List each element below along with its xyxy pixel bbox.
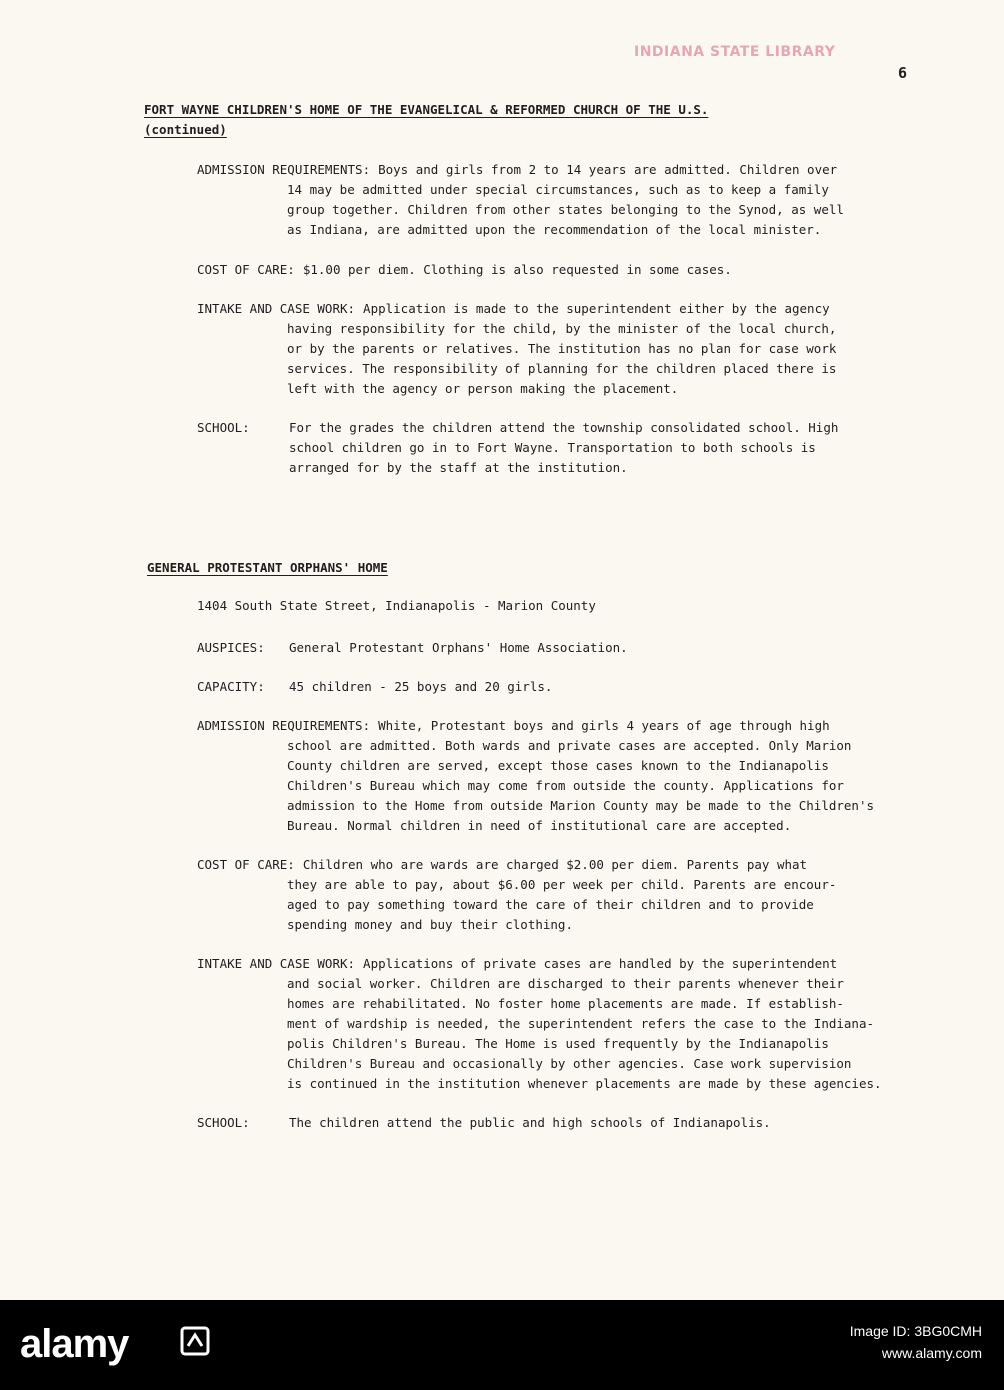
text-line: For the grades the children attend the township consolidated school. High	[289, 420, 839, 435]
admission-continuation	[287, 736, 947, 836]
text-line: and social worker. Children are discharged to their parents whenever their	[287, 976, 844, 991]
text-line: group together. Children from other states belonging to the Synod, as well	[287, 202, 844, 217]
text-line: school children go in to Fort Wayne. Transportation to both schools is	[289, 440, 816, 455]
text-line: Bureau. Normal children in need of institutional care are accepted.	[287, 818, 792, 833]
section1-admission	[197, 160, 947, 240]
text-line: as Indiana, are admitted upon the recommendation of the local minister.	[287, 222, 822, 237]
section2-admission	[197, 716, 947, 836]
site-url: www.alamy.com	[881, 1345, 982, 1361]
admission-continuation	[287, 180, 947, 240]
intake-continuation	[287, 319, 947, 399]
cost-text: $1.00 per diem. Clothing is also requested in some cases.	[302, 262, 732, 277]
watermark-footer	[0, 1300, 1004, 1390]
text-line: having responsibility for the child, by the minister of the local church,	[287, 321, 837, 336]
school-label: SCHOOL:	[197, 420, 250, 435]
cost-label: COST OF CARE:	[197, 857, 295, 872]
section2-title	[147, 558, 388, 578]
section2-auspices	[197, 638, 947, 658]
admission-label: ADMISSION REQUIREMENTS:	[197, 718, 371, 733]
school-label: SCHOOL:	[197, 1115, 250, 1130]
section1-intake	[197, 299, 947, 399]
text-line: Children's Bureau which may come from outside the county. Applications for	[287, 778, 844, 793]
text-line: homes are rehabilitated. No foster home placements are made. If establish-	[287, 996, 844, 1011]
section1-title-line2: (continued)	[144, 122, 227, 137]
text-line: school are admitted. Both wards and private cases are accepted. Only Marion	[287, 738, 852, 753]
section2-intake	[197, 954, 947, 1094]
intake-continuation	[287, 974, 947, 1094]
capacity-label: CAPACITY:	[197, 679, 265, 694]
text-line: is continued in the institution whenever placements are made by these agencies.	[287, 1076, 882, 1091]
admission-first-line: Boys and girls from 2 to 14 years are admitted. Children over	[378, 162, 838, 177]
text-line: 14 may be admitted under special circumstances, such as to keep a family	[287, 182, 829, 197]
intake-first-line: Application is made to the superintendent either by the agency	[363, 301, 830, 316]
text-line: aged to pay something toward the care of their children and to provide	[287, 897, 814, 912]
cost-first-line: Children who are wards are charged $2.00 per diem. Parents pay what	[302, 857, 808, 872]
text-line: left with the agency or person making the placement.	[287, 381, 679, 396]
auspices-label: AUSPICES:	[197, 640, 265, 655]
admission-first-line: White, Protestant boys and girls 4 years of age through high	[378, 718, 830, 733]
cost-label: COST OF CARE:	[197, 262, 295, 277]
section1-school	[197, 418, 947, 478]
section2-cost	[197, 855, 947, 935]
section2-school	[197, 1113, 947, 1133]
capacity-text: 45 children - 25 boys and 20 girls.	[289, 679, 553, 694]
image-info	[850, 1320, 982, 1364]
auspices-text: General Protestant Orphans' Home Association.	[289, 640, 628, 655]
admission-label: ADMISSION REQUIREMENTS:	[197, 162, 371, 177]
alamy-logo-icon	[180, 1326, 210, 1356]
intake-label: INTAKE AND CASE WORK:	[197, 301, 356, 316]
alamy-logo: alamy	[20, 1322, 129, 1366]
section1-title	[144, 100, 708, 140]
intake-label: INTAKE AND CASE WORK:	[197, 956, 356, 971]
section1-cost	[197, 260, 947, 280]
page-number: 6	[898, 64, 908, 82]
intake-first-line: Applications of private cases are handled by the superintendent	[363, 956, 838, 971]
text-line: services. The responsibility of planning for the children placed there is	[287, 361, 837, 376]
section1-title-line1: FORT WAYNE CHILDREN'S HOME OF THE EVANGELICAL & REFORMED CHURCH OF THE U.S.	[144, 102, 709, 117]
text-line: polis Children's Bureau. The Home is used frequently by the Indianapolis	[287, 1036, 829, 1051]
text-line: County children are served, except those cases known to the Indianapolis	[287, 758, 829, 773]
library-stamp: INDIANA STATE LIBRARY	[634, 44, 836, 60]
school-text: The children attend the public and high schools of Indianapolis.	[289, 1115, 771, 1130]
text-line: arranged for by the staff at the institution.	[289, 460, 628, 475]
text-line: or by the parents or relatives. The institution has no plan for case work	[287, 341, 837, 356]
section2-capacity	[197, 677, 947, 697]
home-address: 1404 South State Street, Indianapolis - Marion County	[197, 598, 596, 613]
image-id: Image ID: 3BG0CMH	[849, 1323, 982, 1339]
text-line: spending money and buy their clothing.	[287, 917, 573, 932]
text-line: ment of wardship is needed, the superintendent refers the case to the Indiana-	[287, 1016, 874, 1031]
text-line: they are able to pay, about $6.00 per week per child. Parents are encour-	[287, 877, 837, 892]
text-line: admission to the Home from outside Marion County may be made to the Children's	[287, 798, 874, 813]
section2-title-text: GENERAL PROTESTANT ORPHANS' HOME	[147, 560, 388, 575]
cost-continuation	[287, 875, 947, 935]
text-line: Children's Bureau and occasionally by other agencies. Case work supervision	[287, 1056, 852, 1071]
